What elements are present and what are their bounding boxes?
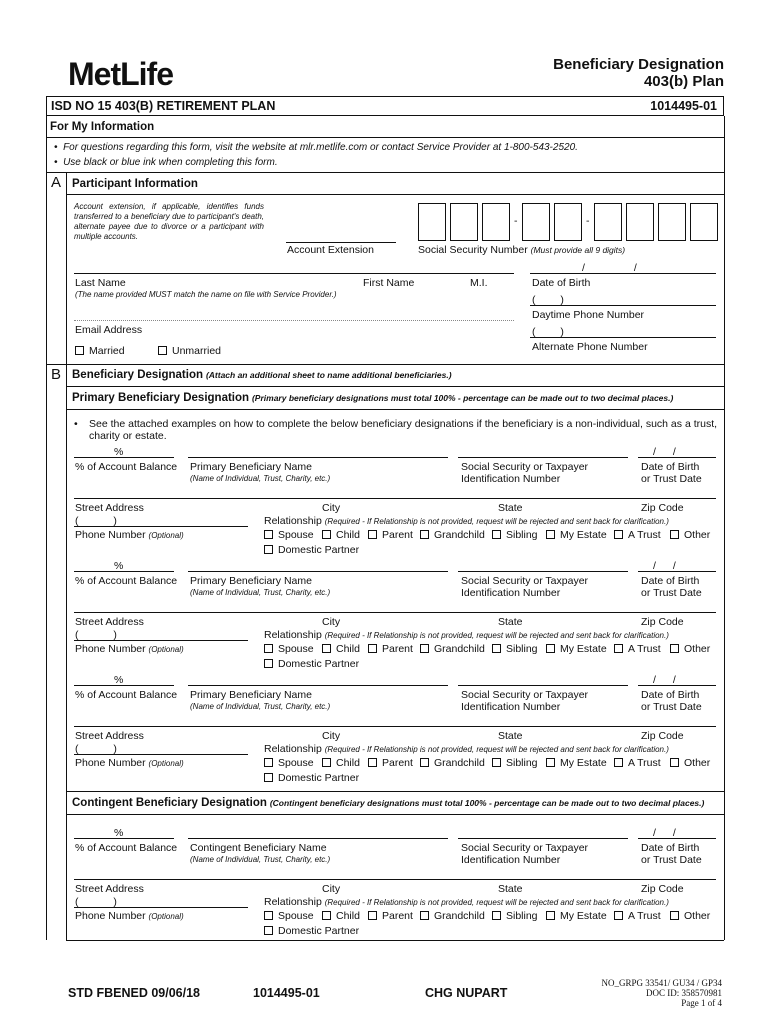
primary-3-name-field[interactable]: [188, 685, 448, 686]
ssn-label: [418, 244, 625, 256]
info-bullet-2: • Use black or blue ink when completing this form.: [54, 157, 278, 168]
footer-plan-number: 1014495-01: [253, 986, 320, 1000]
primary-3-child-checkbox[interactable]: [322, 758, 331, 767]
contingent-1-phone-field[interactable]: [74, 907, 248, 908]
contingent-1-domestic-partner-checkbox[interactable]: [264, 926, 273, 935]
primary-1-phone-text: Phone Number: [75, 529, 146, 541]
contingent-1-dob-label-2: or Trust Date: [641, 854, 702, 866]
primary-2-dob-label-1: Date of Birth: [641, 575, 700, 587]
primary-1-dob-label-1: Date of Birth: [641, 461, 700, 473]
primary-1-date-slashes: / /: [653, 446, 676, 458]
contingent-1-percent-field[interactable]: [74, 838, 174, 839]
divider: [46, 364, 724, 365]
contingent-1-state-label: State: [498, 883, 523, 895]
primary-3-phone-paren: ( ): [75, 743, 117, 755]
mi-label: M.I.: [470, 277, 488, 289]
account-extension-note: Account extension, if applicable, identifies funds transferred to a beneficiary due to participant's death, alternate payee due to divorce or a participant with multiple accounts.: [74, 202, 264, 241]
contingent-1-city-label: City: [322, 883, 341, 895]
primary-3-percent-field[interactable]: [74, 685, 174, 686]
contingent-1-option-a-trust[interactable]: [614, 910, 661, 922]
contingent-1-child-checkbox[interactable]: [322, 911, 331, 920]
primary-2-name-field[interactable]: [188, 571, 448, 572]
primary-2-option-a-trust[interactable]: [614, 643, 661, 655]
primary-3-sibling-label: Sibling: [506, 757, 538, 769]
primary-3-phone-label: [75, 757, 184, 769]
contingent-1-option-child[interactable]: [322, 910, 360, 922]
primary-1-name-field[interactable]: [188, 457, 448, 458]
alt-phone-paren: ( ): [532, 326, 564, 338]
contingent-1-relationship-note: (Required - If Relationship is not provided, request will be rejected and sent back for clarification.): [324, 898, 669, 907]
primary-3-pct-label: % of Account Balance: [75, 689, 178, 701]
account-extension-field[interactable]: [286, 242, 396, 243]
info-heading: For My Information: [50, 121, 155, 133]
contingent-1-domestic-partner-label: Domestic Partner: [278, 925, 360, 937]
ssn-dash-1: -: [514, 215, 518, 227]
primary-1-child-checkbox[interactable]: [322, 530, 331, 539]
primary-2-option-other[interactable]: [670, 643, 710, 655]
primary-2-child-checkbox[interactable]: [322, 644, 331, 653]
contingent-1-child-label: Child: [336, 910, 360, 922]
primary-3-name-note: (Name of Individual, Trust, Charity, etc.): [190, 702, 331, 711]
bullet-dot: •: [74, 418, 78, 430]
primary-3-state-label: State: [498, 730, 523, 742]
ssn-label-text: Social Security Number: [418, 244, 528, 256]
email-label: Email Address: [75, 324, 143, 336]
primary-3-spouse-checkbox[interactable]: [264, 758, 273, 767]
divider: [66, 194, 724, 195]
primary-1-option-grandchild[interactable]: [420, 529, 485, 541]
primary-2-city-label: City: [322, 616, 341, 628]
primary-2-spouse-label: Spouse: [278, 643, 314, 655]
primary-1-state-label: State: [498, 502, 523, 514]
primary-2-option-child[interactable]: [322, 643, 360, 655]
primary-1-child-label: Child: [336, 529, 360, 541]
primary-2-grandchild-checkbox[interactable]: [420, 644, 429, 653]
primary-3-phone-text: Phone Number: [75, 757, 146, 769]
primary-1-option-child[interactable]: [322, 529, 360, 541]
primary-3-spouse-label: Spouse: [278, 757, 314, 769]
primary-1-option-spouse[interactable]: [264, 529, 314, 541]
primary-3-city-label: City: [322, 730, 341, 742]
ssn-digit-3[interactable]: [482, 203, 510, 241]
dob-label: Date of Birth: [532, 277, 591, 289]
primary-3-relationship-note: (Required - If Relationship is not provided, request will be rejected and sent back for clarification.): [324, 745, 669, 754]
primary-1-dob-label-2: or Trust Date: [641, 473, 702, 485]
contingent-1-sibling-label: Sibling: [506, 910, 538, 922]
primary-2-other-checkbox[interactable]: [670, 644, 679, 653]
section-a-title: Participant Information: [72, 178, 198, 190]
footer-doc-line-1: NO_GRPG 33541/ GU34 / GP34: [601, 978, 722, 988]
contingent-1-ssn-label-1: Social Security or Taxpayer: [461, 842, 589, 854]
contingent-title: Contingent Beneficiary Designation: [72, 797, 267, 809]
primary-3-name-label: Primary Beneficiary Name: [190, 689, 312, 701]
section-b-note: (Attach an additional sheet to name additional beneficiaries.): [205, 370, 452, 380]
first-name-label: First Name: [363, 277, 415, 289]
contingent-note: (Contingent beneficiary designations must total 100% - percentage can be made out to two decimal places.): [269, 798, 705, 808]
primary-1-zip-label: Zip Code: [641, 502, 684, 514]
contingent-1-parent-label: Parent: [382, 910, 413, 922]
primary-3-my-estate-label: My Estate: [560, 757, 607, 769]
contingent-1-a-trust-label: A Trust: [628, 910, 661, 922]
divider: [66, 791, 724, 792]
primary-1-option-parent[interactable]: [368, 529, 413, 541]
email-field[interactable]: [74, 320, 514, 321]
contingent-heading: [72, 797, 704, 809]
primary-1-other-checkbox[interactable]: [670, 530, 679, 539]
name-note: (The name provided MUST match the name on file with Service Provider.): [75, 290, 337, 299]
ssn-note: (Must provide all 9 digits): [530, 245, 626, 255]
participant-dob-field[interactable]: [530, 273, 716, 274]
primary-3-ssn-field[interactable]: [458, 685, 628, 686]
primary-1-relationship-note: (Required - If Relationship is not provided, request will be rejected and sent back for clarification.): [324, 517, 669, 526]
contingent-1-spouse-checkbox[interactable]: [264, 911, 273, 920]
account-extension-label: Account Extension: [287, 244, 374, 256]
contingent-1-option-domestic-partner[interactable]: [264, 925, 359, 937]
info-bullet-1-text: For questions regarding this form, visit the website at mlr.metlife.com or contact Service Provider at 1-800-543-2520.: [63, 142, 578, 153]
primary-2-option-spouse[interactable]: [264, 643, 314, 655]
primary-1-option-my-estate[interactable]: [546, 529, 607, 541]
primary-3-dob-label-1: Date of Birth: [641, 689, 700, 701]
footer-page: Page 1 of 4: [681, 998, 722, 1008]
primary-1-relationship-label: [264, 515, 669, 527]
contingent-1-address-field[interactable]: [74, 879, 716, 880]
divider: [66, 409, 724, 410]
unmarried-checkbox[interactable]: [158, 346, 167, 355]
primary-1-my-estate-label: My Estate: [560, 529, 607, 541]
primary-2-phone-optional: (Optional): [148, 645, 184, 654]
contingent-1-pct-label: % of Account Balance: [75, 842, 178, 854]
ssn-digit-4[interactable]: [522, 203, 550, 241]
form-title: Beneficiary Designation: [553, 56, 724, 73]
primary-1-relationship-text: Relationship: [264, 515, 322, 527]
primary-2-percent-sign: %: [114, 560, 124, 572]
primary-1-city-label: City: [322, 502, 341, 514]
contingent-1-percent-sign: %: [114, 827, 124, 839]
primary-2-dob-field[interactable]: [638, 571, 716, 572]
primary-2-date-slashes: / /: [653, 560, 676, 572]
contingent-1-option-other[interactable]: [670, 910, 710, 922]
primary-2-child-label: Child: [336, 643, 360, 655]
section-b-heading: [72, 369, 452, 381]
contingent-1-option-spouse[interactable]: [264, 910, 314, 922]
primary-3-parent-checkbox[interactable]: [368, 758, 377, 767]
primary-3-other-label: Other: [684, 757, 711, 769]
primary-1-dob-field[interactable]: [638, 457, 716, 458]
ssn-digit-6[interactable]: [594, 203, 622, 241]
contingent-1-my-estate-label: My Estate: [560, 910, 607, 922]
primary-3-parent-label: Parent: [382, 757, 413, 769]
primary-3-option-domestic-partner[interactable]: [264, 772, 359, 784]
examples-bullet: [74, 418, 720, 442]
primary-3-ssn-label-1: Social Security or Taxpayer: [461, 689, 589, 701]
plan-number: 1014495-01: [650, 99, 717, 113]
dob-slashes: / /: [582, 262, 637, 274]
contingent-1-name-note: (Name of Individual, Trust, Charity, etc.): [190, 855, 331, 864]
primary-2-a-trust-checkbox[interactable]: [614, 644, 623, 653]
footer-chg: CHG NUPART: [425, 986, 508, 1000]
alt-phone-label: Alternate Phone Number: [532, 341, 648, 353]
frame-right: [724, 116, 725, 940]
primary-1-option-sibling[interactable]: [492, 529, 538, 541]
primary-1-grandchild-checkbox[interactable]: [420, 530, 429, 539]
primary-1-street-label: Street Address: [75, 502, 144, 514]
contingent-1-street-label: Street Address: [75, 883, 144, 895]
contingent-1-date-slashes: / /: [653, 827, 676, 839]
primary-1-ssn-field[interactable]: [458, 457, 628, 458]
primary-2-spouse-checkbox[interactable]: [264, 644, 273, 653]
primary-3-dob-field[interactable]: [638, 685, 716, 686]
primary-3-option-a-trust[interactable]: [614, 757, 661, 769]
primary-1-address-field[interactable]: [74, 498, 716, 499]
primary-3-domestic-partner-checkbox[interactable]: [264, 773, 273, 782]
frame-left: [46, 116, 47, 940]
primary-3-grandchild-label: Grandchild: [434, 757, 485, 769]
contingent-1-relationship-label: [264, 896, 669, 908]
primary-1-name-note: (Name of Individual, Trust, Charity, etc.): [190, 474, 331, 483]
primary-1-domestic-partner-label: Domestic Partner: [278, 544, 360, 556]
primary-1-a-trust-checkbox[interactable]: [614, 530, 623, 539]
primary-2-percent-field[interactable]: [74, 571, 174, 572]
primary-3-ssn-label-2: Identification Number: [461, 701, 561, 713]
contingent-1-ssn-label-2: Identification Number: [461, 854, 561, 866]
divider: [66, 940, 724, 941]
contingent-1-a-trust-checkbox[interactable]: [614, 911, 623, 920]
examples-bullet-text: See the attached examples on how to complete the below beneficiary designations if the beneficiary is a non-individual, such as a trust, charity or estate.: [89, 418, 718, 442]
primary-2-relationship-text: Relationship: [264, 629, 322, 641]
primary-3-other-checkbox[interactable]: [670, 758, 679, 767]
primary-3-dob-label-2: or Trust Date: [641, 701, 702, 713]
primary-2-phone-label: [75, 643, 184, 655]
alt-phone-field[interactable]: [530, 337, 716, 338]
married-option[interactable]: [75, 345, 125, 357]
ssn-digit-8[interactable]: [658, 203, 686, 241]
primary-1-parent-label: Parent: [382, 529, 413, 541]
info-bullet-1: • For questions regarding this form, visit the website at mlr.metlife.com or contact Service Provider at 1-800-543-2520.: [54, 142, 578, 153]
footer-doc-id: DOC ID: 358570981: [646, 988, 722, 998]
divider: [46, 137, 724, 138]
primary-2-zip-label: Zip Code: [641, 616, 684, 628]
married-label: Married: [89, 345, 125, 357]
primary-1-my-estate-checkbox[interactable]: [546, 530, 555, 539]
primary-3-option-my-estate[interactable]: [546, 757, 607, 769]
primary-1-ssn-label-1: Social Security or Taxpayer: [461, 461, 589, 473]
married-checkbox[interactable]: [75, 346, 84, 355]
contingent-1-ssn-field[interactable]: [458, 838, 628, 839]
primary-3-sibling-checkbox[interactable]: [492, 758, 501, 767]
primary-3-option-parent[interactable]: [368, 757, 413, 769]
primary-1-other-label: Other: [684, 529, 711, 541]
primary-2-a-trust-label: A Trust: [628, 643, 661, 655]
plan-name: ISD NO 15 403(B) RETIREMENT PLAN: [51, 99, 276, 113]
primary-1-name-label: Primary Beneficiary Name: [190, 461, 312, 473]
primary-3-my-estate-checkbox[interactable]: [546, 758, 555, 767]
ssn-digit-5[interactable]: [554, 203, 582, 241]
primary-2-my-estate-label: My Estate: [560, 643, 607, 655]
last-name-label: Last Name: [75, 277, 126, 289]
primary-1-percent-sign: %: [114, 446, 124, 458]
divider: [66, 386, 724, 387]
primary-2-ssn-label-1: Social Security or Taxpayer: [461, 575, 589, 587]
primary-3-date-slashes: / /: [653, 674, 676, 686]
contingent-1-dob-label-1: Date of Birth: [641, 842, 700, 854]
footer-form-code: STD FBENED 09/06/18: [68, 986, 200, 1000]
section-b-letter: B: [51, 366, 62, 383]
primary-2-option-parent[interactable]: [368, 643, 413, 655]
primary-3-relationship-text: Relationship: [264, 743, 322, 755]
divider: [66, 814, 724, 815]
primary-1-option-other[interactable]: [670, 529, 710, 541]
contingent-1-phone-paren: ( ): [75, 896, 117, 908]
daytime-phone-field[interactable]: [530, 305, 716, 306]
contingent-1-option-my-estate[interactable]: [546, 910, 607, 922]
primary-2-domestic-partner-checkbox[interactable]: [264, 659, 273, 668]
primary-1-ssn-label-2: Identification Number: [461, 473, 561, 485]
primary-1-parent-checkbox[interactable]: [368, 530, 377, 539]
primary-2-phone-text: Phone Number: [75, 643, 146, 655]
primary-2-option-grandchild[interactable]: [420, 643, 485, 655]
contingent-1-name-field[interactable]: [188, 838, 448, 839]
daytime-phone-paren: ( ): [532, 294, 564, 306]
primary-3-street-label: Street Address: [75, 730, 144, 742]
section-a-letter: A: [51, 174, 62, 191]
primary-1-phone-label: [75, 529, 184, 541]
ssn-digit-7[interactable]: [626, 203, 654, 241]
frame-inner-left: [66, 172, 67, 940]
primary-2-relationship-note: (Required - If Relationship is not provided, request will be rejected and sent back for clarification.): [324, 631, 669, 640]
primary-2-name-label: Primary Beneficiary Name: [190, 575, 312, 587]
contingent-1-other-label: Other: [684, 910, 711, 922]
primary-3-domestic-partner-label: Domestic Partner: [278, 772, 360, 784]
contingent-1-name-label: Contingent Beneficiary Name: [190, 842, 327, 854]
contingent-1-dob-field[interactable]: [638, 838, 716, 839]
primary-1-grandchild-label: Grandchild: [434, 529, 485, 541]
primary-2-ssn-field[interactable]: [458, 571, 628, 572]
section-b-title: Beneficiary Designation: [72, 369, 204, 381]
primary-3-phone-field[interactable]: [74, 754, 248, 755]
contingent-1-phone-label: [75, 910, 184, 922]
primary-1-option-a-trust[interactable]: [614, 529, 661, 541]
primary-1-domestic-partner-checkbox[interactable]: [264, 545, 273, 554]
contingent-1-option-grandchild[interactable]: [420, 910, 485, 922]
metlife-logo: MetLife: [68, 56, 173, 92]
primary-2-phone-field[interactable]: [74, 640, 248, 641]
ssn-dash-2: -: [586, 215, 590, 227]
primary-2-phone-paren: ( ): [75, 629, 117, 641]
contingent-1-zip-label: Zip Code: [641, 883, 684, 895]
contingent-1-my-estate-checkbox[interactable]: [546, 911, 555, 920]
primary-heading: [72, 392, 673, 404]
unmarried-label: Unmarried: [172, 345, 222, 357]
primary-3-address-field[interactable]: [74, 726, 716, 727]
primary-2-sibling-label: Sibling: [506, 643, 538, 655]
contingent-1-spouse-label: Spouse: [278, 910, 314, 922]
contingent-1-option-sibling[interactable]: [492, 910, 538, 922]
primary-3-zip-label: Zip Code: [641, 730, 684, 742]
primary-3-a-trust-label: A Trust: [628, 757, 661, 769]
contingent-1-relationship-text: Relationship: [264, 896, 322, 908]
ssn-digit-9[interactable]: [690, 203, 718, 241]
contingent-1-grandchild-checkbox[interactable]: [420, 911, 429, 920]
participant-name-field[interactable]: [74, 273, 514, 274]
primary-title: Primary Beneficiary Designation: [72, 392, 250, 404]
primary-2-grandchild-label: Grandchild: [434, 643, 485, 655]
primary-1-percent-field[interactable]: [74, 457, 174, 458]
primary-3-option-other[interactable]: [670, 757, 710, 769]
primary-1-option-domestic-partner[interactable]: [264, 544, 359, 556]
primary-1-phone-optional: (Optional): [148, 531, 184, 540]
contingent-1-option-parent[interactable]: [368, 910, 413, 922]
contingent-1-other-checkbox[interactable]: [670, 911, 679, 920]
primary-1-spouse-checkbox[interactable]: [264, 530, 273, 539]
primary-3-relationship-label: [264, 743, 669, 755]
primary-2-domestic-partner-label: Domestic Partner: [278, 658, 360, 670]
ssn-digit-1[interactable]: [418, 203, 446, 241]
primary-3-option-spouse[interactable]: [264, 757, 314, 769]
contingent-1-grandchild-label: Grandchild: [434, 910, 485, 922]
primary-1-spouse-label: Spouse: [278, 529, 314, 541]
primary-2-parent-label: Parent: [382, 643, 413, 655]
info-bullet-2-text: Use black or blue ink when completing this form.: [63, 157, 278, 168]
divider: [46, 172, 724, 173]
primary-3-phone-optional: (Optional): [148, 759, 184, 768]
primary-2-ssn-label-2: Identification Number: [461, 587, 561, 599]
primary-2-name-note: (Name of Individual, Trust, Charity, etc.): [190, 588, 331, 597]
primary-2-state-label: State: [498, 616, 523, 628]
contingent-1-phone-optional: (Optional): [148, 912, 184, 921]
ssn-digit-2[interactable]: [450, 203, 478, 241]
contingent-1-parent-checkbox[interactable]: [368, 911, 377, 920]
primary-1-sibling-label: Sibling: [506, 529, 538, 541]
plan-bar: [46, 96, 724, 116]
primary-2-relationship-label: [264, 629, 669, 641]
primary-2-option-sibling[interactable]: [492, 643, 538, 655]
primary-1-pct-label: % of Account Balance: [75, 461, 178, 473]
primary-2-dob-label-2: or Trust Date: [641, 587, 702, 599]
primary-3-grandchild-checkbox[interactable]: [420, 758, 429, 767]
primary-1-a-trust-label: A Trust: [628, 529, 661, 541]
primary-2-parent-checkbox[interactable]: [368, 644, 377, 653]
primary-2-sibling-checkbox[interactable]: [492, 644, 501, 653]
primary-2-address-field[interactable]: [74, 612, 716, 613]
primary-1-phone-paren: ( ): [75, 515, 117, 527]
daytime-phone-label: Daytime Phone Number: [532, 309, 645, 321]
form-subtitle: 403(b) Plan: [643, 73, 724, 90]
primary-2-my-estate-checkbox[interactable]: [546, 644, 555, 653]
primary-3-option-child[interactable]: [322, 757, 360, 769]
primary-1-phone-field[interactable]: [74, 526, 248, 527]
primary-2-street-label: Street Address: [75, 616, 144, 628]
primary-3-child-label: Child: [336, 757, 360, 769]
primary-2-option-my-estate[interactable]: [546, 643, 607, 655]
primary-note: (Primary beneficiary designations must total 100% - percentage can be made out to two decimal places.): [251, 393, 674, 403]
primary-3-percent-sign: %: [114, 674, 124, 686]
unmarried-option[interactable]: [158, 345, 221, 357]
primary-2-option-domestic-partner[interactable]: [264, 658, 359, 670]
contingent-1-sibling-checkbox[interactable]: [492, 911, 501, 920]
primary-2-pct-label: % of Account Balance: [75, 575, 178, 587]
contingent-1-phone-text: Phone Number: [75, 910, 146, 922]
primary-3-a-trust-checkbox[interactable]: [614, 758, 623, 767]
primary-1-sibling-checkbox[interactable]: [492, 530, 501, 539]
primary-2-other-label: Other: [684, 643, 711, 655]
primary-3-option-grandchild[interactable]: [420, 757, 485, 769]
primary-3-option-sibling[interactable]: [492, 757, 538, 769]
